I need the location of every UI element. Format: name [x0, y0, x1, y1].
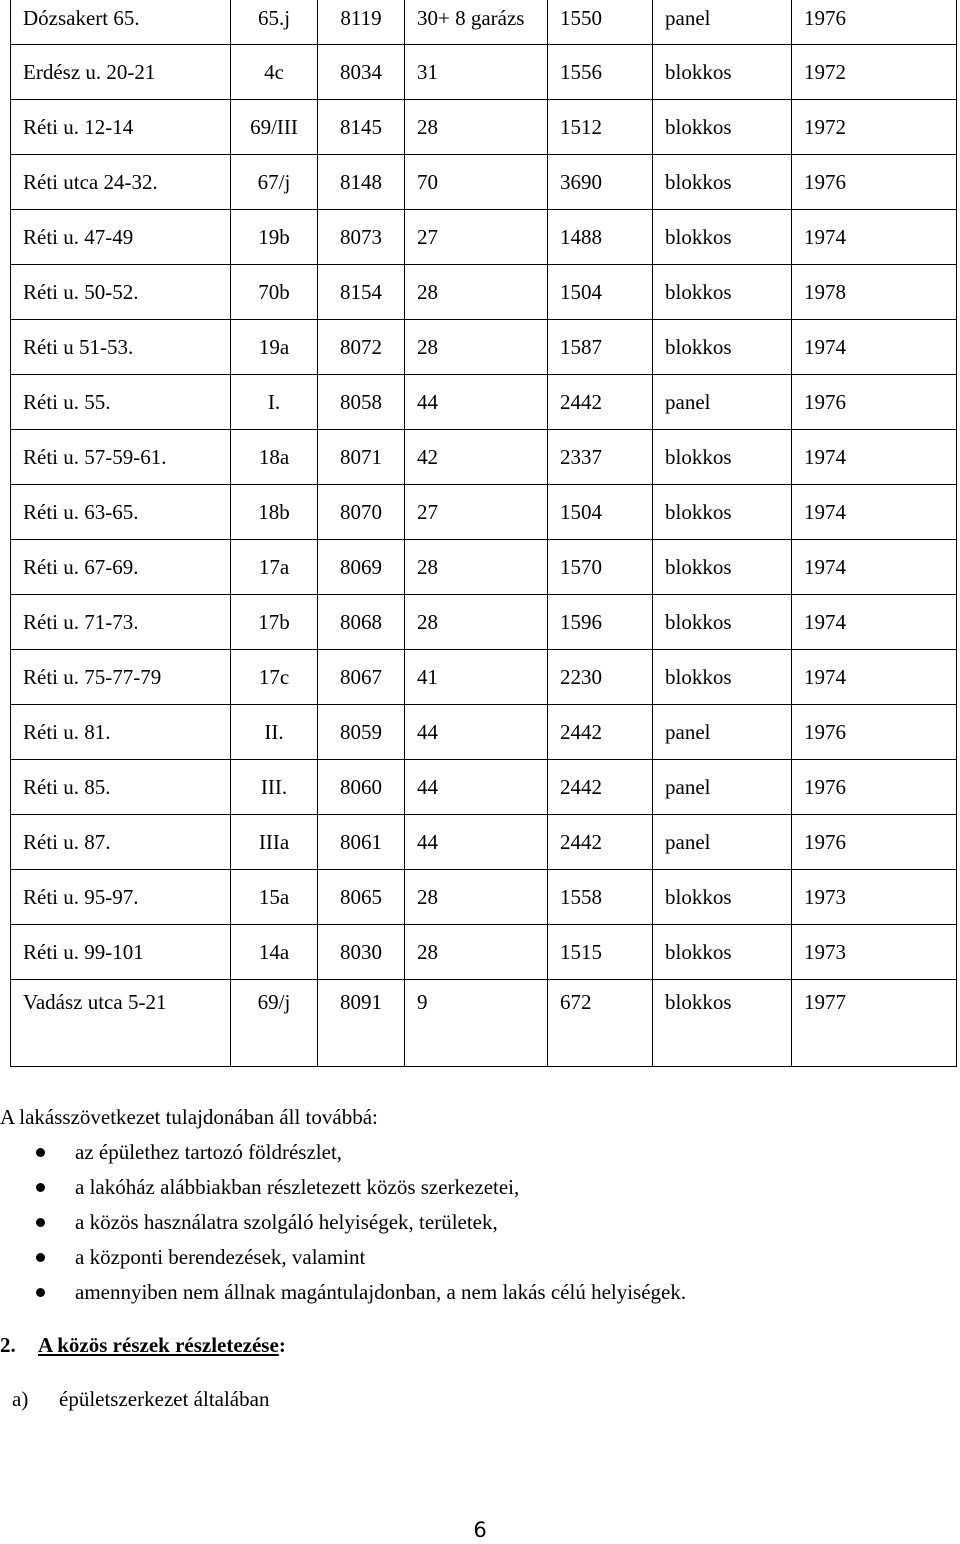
cell-address: Réti u. 99-101: [11, 925, 231, 980]
subsection-heading: [12, 1382, 269, 1417]
notes-list: [0, 1135, 940, 1310]
cell-units: 31: [405, 45, 548, 100]
cell-address: Réti u 51-53.: [11, 320, 231, 375]
cell-lot-number: 17a: [231, 540, 318, 595]
cell-lot-number: 70b: [231, 265, 318, 320]
cell-units: 28: [405, 265, 548, 320]
cell-building-id: 8072: [318, 320, 405, 375]
list-item-text: a lakóház alábbiakban részletezett közös szerkezetei,: [75, 1175, 520, 1199]
section-number: 2.: [0, 1333, 16, 1357]
cell-units: 28: [405, 100, 548, 155]
cell-address: Réti u. 87.: [11, 815, 231, 870]
list-item: [0, 1170, 940, 1205]
cell-building-id: 8154: [318, 265, 405, 320]
cell-construction-type: blokkos: [653, 210, 792, 265]
cell-building-id: 8065: [318, 870, 405, 925]
cell-area: 1504: [548, 485, 653, 540]
cell-units: 28: [405, 870, 548, 925]
table-row: [11, 155, 957, 210]
cell-lot-number: 18a: [231, 430, 318, 485]
cell-area: 1512: [548, 100, 653, 155]
cell-building-id: 8030: [318, 925, 405, 980]
table-row: [11, 595, 957, 650]
cell-building-id: 8068: [318, 595, 405, 650]
cell-area: 672: [548, 980, 653, 1067]
cell-construction-type: blokkos: [653, 540, 792, 595]
cell-lot-number: IIIa: [231, 815, 318, 870]
list-item-text: amennyiben nem állnak magántulajdonban, a nem lakás célú helyiségek.: [75, 1280, 687, 1304]
cell-lot-number: 67/j: [231, 155, 318, 210]
cell-lot-number: 65.j: [231, 0, 318, 45]
cell-building-id: 8148: [318, 155, 405, 210]
cell-units: 41: [405, 650, 548, 705]
cell-construction-type: panel: [653, 815, 792, 870]
cell-construction-type: blokkos: [653, 485, 792, 540]
cell-construction-type: blokkos: [653, 925, 792, 980]
cell-area: 2442: [548, 705, 653, 760]
cell-lot-number: 17b: [231, 595, 318, 650]
cell-building-id: 8034: [318, 45, 405, 100]
table-row: [11, 0, 957, 45]
table-row: [11, 320, 957, 375]
table-row: [11, 540, 957, 595]
cell-building-id: 8059: [318, 705, 405, 760]
cell-address: Réti u. 81.: [11, 705, 231, 760]
cell-units: 28: [405, 320, 548, 375]
subsection-letter: a): [12, 1387, 29, 1411]
cell-building-id: 8070: [318, 485, 405, 540]
table-row: [11, 760, 957, 815]
table-row: [11, 100, 957, 155]
cell-address: Réti u. 12-14: [11, 100, 231, 155]
cell-construction-type: panel: [653, 0, 792, 45]
cell-area: 2230: [548, 650, 653, 705]
subsection-text: épületszerkezet általában: [59, 1387, 270, 1411]
cell-lot-number: 14a: [231, 925, 318, 980]
cell-construction-type: panel: [653, 705, 792, 760]
cell-area: 1504: [548, 265, 653, 320]
table-row: [11, 265, 957, 320]
bullet-icon: [36, 1183, 45, 1192]
cell-area: 1558: [548, 870, 653, 925]
cell-year: 1972: [792, 45, 957, 100]
cell-address: Réti u. 85.: [11, 760, 231, 815]
cell-construction-type: blokkos: [653, 980, 792, 1067]
cell-year: 1976: [792, 155, 957, 210]
list-item-text: a közös használatra szolgáló helyiségek, területek,: [75, 1210, 498, 1234]
cell-year: 1976: [792, 0, 957, 45]
cell-construction-type: blokkos: [653, 45, 792, 100]
cell-construction-type: panel: [653, 375, 792, 430]
cell-building-id: 8058: [318, 375, 405, 430]
cell-address: Réti u. 55.: [11, 375, 231, 430]
cell-address: Réti u. 67-69.: [11, 540, 231, 595]
cell-construction-type: blokkos: [653, 430, 792, 485]
cell-lot-number: 69/III: [231, 100, 318, 155]
table-row: [11, 815, 957, 870]
list-item: [0, 1275, 940, 1310]
cell-area: 1556: [548, 45, 653, 100]
cell-area: 1550: [548, 0, 653, 45]
cell-address: Réti u. 95-97.: [11, 870, 231, 925]
cell-address: Réti utca 24-32.: [11, 155, 231, 210]
cell-address: Réti u. 50-52.: [11, 265, 231, 320]
list-item-text: a központi berendezések, valamint: [75, 1245, 366, 1269]
cell-year: 1974: [792, 595, 957, 650]
table-row: [11, 650, 957, 705]
cell-lot-number: 17c: [231, 650, 318, 705]
cell-lot-number: 18b: [231, 485, 318, 540]
cell-area: 1596: [548, 595, 653, 650]
bullet-icon: [36, 1288, 45, 1297]
table-body: [11, 0, 957, 1067]
list-item-text: az épülethez tartozó földrészlet,: [75, 1140, 343, 1164]
cell-units: 44: [405, 815, 548, 870]
cell-construction-type: panel: [653, 760, 792, 815]
cell-building-id: 8071: [318, 430, 405, 485]
cell-year: 1973: [792, 870, 957, 925]
cell-year: 1976: [792, 375, 957, 430]
cell-units: 28: [405, 925, 548, 980]
table-row: [11, 705, 957, 760]
cell-lot-number: III.: [231, 760, 318, 815]
cell-building-id: 8073: [318, 210, 405, 265]
cell-construction-type: blokkos: [653, 100, 792, 155]
cell-area: 1515: [548, 925, 653, 980]
cell-year: 1976: [792, 705, 957, 760]
cell-year: 1972: [792, 100, 957, 155]
list-item: [0, 1240, 940, 1275]
cell-address: Réti u. 75-77-79: [11, 650, 231, 705]
cell-lot-number: I.: [231, 375, 318, 430]
cell-units: 70: [405, 155, 548, 210]
table-row: [11, 485, 957, 540]
cell-year: 1976: [792, 815, 957, 870]
table-row: [11, 925, 957, 980]
cell-year: 1974: [792, 430, 957, 485]
cell-lot-number: II.: [231, 705, 318, 760]
cell-building-id: 8069: [318, 540, 405, 595]
cell-construction-type: blokkos: [653, 650, 792, 705]
cell-year: 1974: [792, 540, 957, 595]
cell-year: 1974: [792, 320, 957, 375]
cell-units: 28: [405, 540, 548, 595]
cell-lot-number: 19b: [231, 210, 318, 265]
section-colon: :: [278, 1333, 286, 1357]
list-item: [0, 1205, 940, 1240]
bullet-icon: [36, 1253, 45, 1262]
cell-construction-type: blokkos: [653, 155, 792, 210]
cell-units: 44: [405, 760, 548, 815]
cell-year: 1974: [792, 485, 957, 540]
cell-address: Réti u. 57-59-61.: [11, 430, 231, 485]
cell-units: 9: [405, 980, 548, 1067]
cell-units: 42: [405, 430, 548, 485]
cell-address: Réti u. 47-49: [11, 210, 231, 265]
cell-units: 28: [405, 595, 548, 650]
cell-address: Erdész u. 20-21: [11, 45, 231, 100]
cell-year: 1976: [792, 760, 957, 815]
cell-building-id: 8119: [318, 0, 405, 45]
cell-units: 44: [405, 375, 548, 430]
table-row: [11, 430, 957, 485]
cell-building-id: 8060: [318, 760, 405, 815]
cell-construction-type: blokkos: [653, 870, 792, 925]
cell-address: Réti u. 63-65.: [11, 485, 231, 540]
cell-building-id: 8061: [318, 815, 405, 870]
cell-units: 27: [405, 210, 548, 265]
list-item: [0, 1135, 940, 1170]
bullet-icon: [36, 1218, 45, 1227]
cell-area: 3690: [548, 155, 653, 210]
table-row: [11, 45, 957, 100]
ownership-notes: [0, 1100, 940, 1310]
page-number: 6: [473, 1518, 487, 1542]
section-heading: [0, 1328, 286, 1363]
table-row: [11, 210, 957, 265]
bullet-icon: [36, 1148, 45, 1157]
cell-area: 2442: [548, 375, 653, 430]
cell-year: 1978: [792, 265, 957, 320]
cell-construction-type: blokkos: [653, 595, 792, 650]
table-row: [11, 980, 957, 1067]
cell-building-id: 8067: [318, 650, 405, 705]
cell-year: 1974: [792, 650, 957, 705]
cell-area: 2442: [548, 815, 653, 870]
buildings-table: [10, 0, 957, 1067]
cell-lot-number: 15a: [231, 870, 318, 925]
cell-building-id: 8091: [318, 980, 405, 1067]
cell-area: 1570: [548, 540, 653, 595]
section-title: A közös részek részletezése: [38, 1333, 279, 1357]
cell-lot-number: 4c: [231, 45, 318, 100]
table-row: [11, 870, 957, 925]
cell-construction-type: blokkos: [653, 265, 792, 320]
cell-address: Réti u. 71-73.: [11, 595, 231, 650]
cell-building-id: 8145: [318, 100, 405, 155]
notes-intro: A lakásszövetkezet tulajdonában áll továbbá:: [0, 1105, 378, 1129]
cell-area: 2337: [548, 430, 653, 485]
cell-area: 2442: [548, 760, 653, 815]
cell-year: 1977: [792, 980, 957, 1067]
cell-lot-number: 69/j: [231, 980, 318, 1067]
cell-address: Vadász utca 5-21: [11, 980, 231, 1067]
cell-units: 27: [405, 485, 548, 540]
cell-units: 44: [405, 705, 548, 760]
cell-lot-number: 19a: [231, 320, 318, 375]
cell-construction-type: blokkos: [653, 320, 792, 375]
cell-year: 1973: [792, 925, 957, 980]
cell-area: 1587: [548, 320, 653, 375]
cell-area: 1488: [548, 210, 653, 265]
cell-address: Dózsakert 65.: [11, 0, 231, 45]
cell-year: 1974: [792, 210, 957, 265]
table-row: [11, 375, 957, 430]
cell-units: 30+ 8 garázs: [405, 0, 548, 45]
